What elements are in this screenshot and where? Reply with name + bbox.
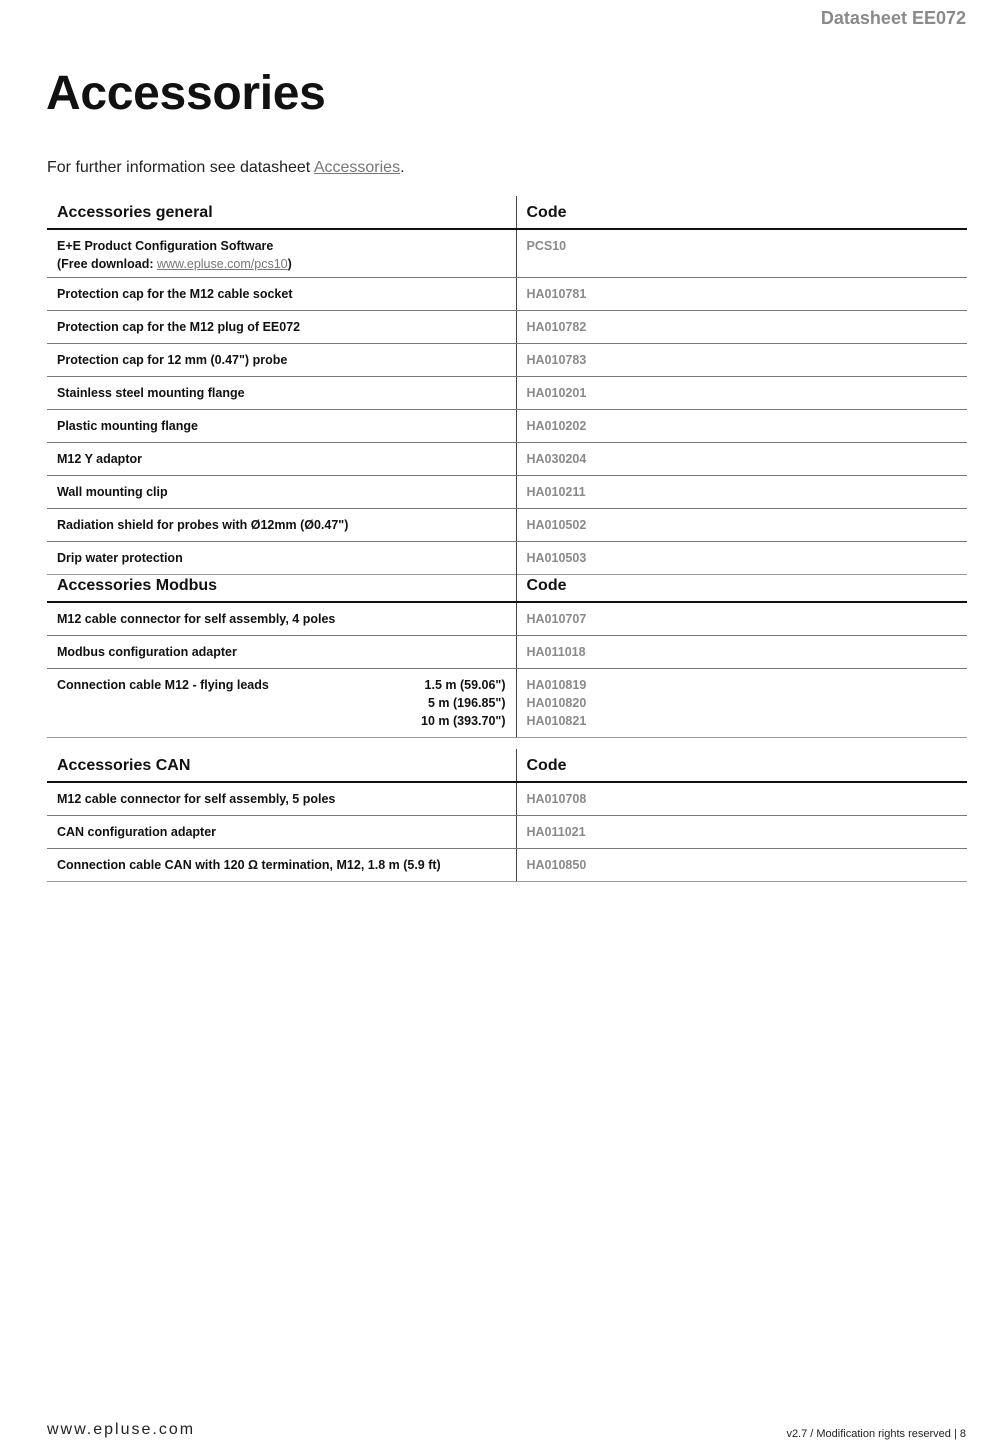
column-header-description: Accessories general	[47, 196, 516, 229]
row-description: Protection cap for 12 mm (0.47") probe	[47, 344, 516, 377]
row-code: HA010850	[516, 849, 967, 882]
table-row	[47, 782, 967, 816]
cable-code: HA010819	[526, 678, 587, 692]
table-row	[47, 278, 967, 311]
download-suffix: )	[287, 257, 292, 271]
table-row	[47, 344, 967, 377]
row-description: Wall mounting clip	[47, 476, 516, 509]
table-row	[47, 311, 967, 344]
row-code: HA010211	[516, 476, 967, 509]
table-row	[47, 410, 967, 443]
row-description: Plastic mounting flange	[47, 410, 516, 443]
column-header-code: Code	[516, 196, 967, 229]
row-code: HA011021	[516, 816, 967, 849]
table-header-row	[47, 196, 967, 229]
cable-length: 5 m (196.85")	[428, 696, 506, 710]
column-header-code: Code	[516, 569, 967, 602]
row-description: Connection cable CAN with 120 Ω termination, M12, 1.8 m (5.9 ft)	[47, 849, 516, 882]
table-row	[47, 229, 967, 278]
cable-length: 10 m (393.70")	[421, 714, 506, 728]
table-row	[47, 816, 967, 849]
row-code	[516, 669, 967, 738]
row-description: M12 cable connector for self assembly, 4 poles	[47, 602, 516, 636]
cable-length: 1.5 m (59.06")	[424, 678, 506, 692]
row-description	[47, 669, 516, 738]
page-title: Accessories	[46, 67, 326, 120]
download-prefix: (Free download:	[57, 257, 157, 271]
table-row	[47, 849, 967, 882]
column-header-description: Accessories Modbus	[47, 569, 516, 602]
table-header-row	[47, 749, 967, 782]
column-header-description: Accessories CAN	[47, 749, 516, 782]
row-code: HA010503	[516, 542, 967, 575]
row-description: Radiation shield for probes with Ø12mm (Ø0.47")	[47, 509, 516, 542]
row-description: Modbus configuration adapter	[47, 636, 516, 669]
table-row	[47, 602, 967, 636]
accessories-datasheet-link[interactable]: Accessories	[313, 159, 401, 176]
accessories-general-table	[47, 196, 967, 575]
intro-text-after: .	[400, 159, 405, 176]
row-description: Drip water protection	[47, 542, 516, 575]
table-row	[47, 443, 967, 476]
row-code: HA010201	[516, 377, 967, 410]
table-row	[47, 476, 967, 509]
row-code: HA010708	[516, 782, 967, 816]
row-code: HA010783	[516, 344, 967, 377]
footer-version-page: v2.7 / Modification rights reserved | 8	[786, 1428, 966, 1440]
row-code: HA010781	[516, 278, 967, 311]
cable-description-group	[57, 676, 511, 730]
row-code: HA010202	[516, 410, 967, 443]
cable-length-list	[421, 676, 505, 730]
intro-text-before: For further information see datasheet	[47, 159, 314, 176]
row-description: Protection cap for the M12 plug of EE072	[47, 311, 516, 344]
cable-name: Connection cable M12 - flying leads	[57, 678, 269, 692]
row-code: HA011018	[516, 636, 967, 669]
column-header-code: Code	[516, 749, 967, 782]
document-label: Datasheet EE072	[820, 8, 966, 28]
row-code: HA010707	[516, 602, 967, 636]
accessories-can-table	[47, 749, 967, 882]
table-row	[47, 509, 967, 542]
row-code: PCS10	[516, 229, 967, 278]
row-code: HA030204	[516, 443, 967, 476]
table-row	[47, 669, 967, 738]
row-description	[47, 229, 516, 278]
intro-text	[47, 159, 405, 177]
software-download-note	[57, 255, 506, 273]
table-row	[47, 377, 967, 410]
footer-website: www.epluse.com	[47, 1421, 196, 1438]
table-header-row	[47, 569, 967, 602]
pcs10-download-link[interactable]: www.epluse.com/pcs10	[157, 257, 288, 271]
row-description: M12 cable connector for self assembly, 5 poles	[47, 782, 516, 816]
software-name: E+E Product Configuration Software	[57, 239, 274, 253]
row-description: M12 Y adaptor	[47, 443, 516, 476]
row-description: Protection cap for the M12 cable socket	[47, 278, 516, 311]
row-description: Stainless steel mounting flange	[47, 377, 516, 410]
row-code: HA010502	[516, 509, 967, 542]
cable-code: HA010820	[526, 696, 587, 710]
table-row	[47, 636, 967, 669]
accessories-modbus-table	[47, 569, 967, 738]
row-description: CAN configuration adapter	[47, 816, 516, 849]
row-code: HA010782	[516, 311, 967, 344]
cable-code: HA010821	[526, 714, 587, 728]
